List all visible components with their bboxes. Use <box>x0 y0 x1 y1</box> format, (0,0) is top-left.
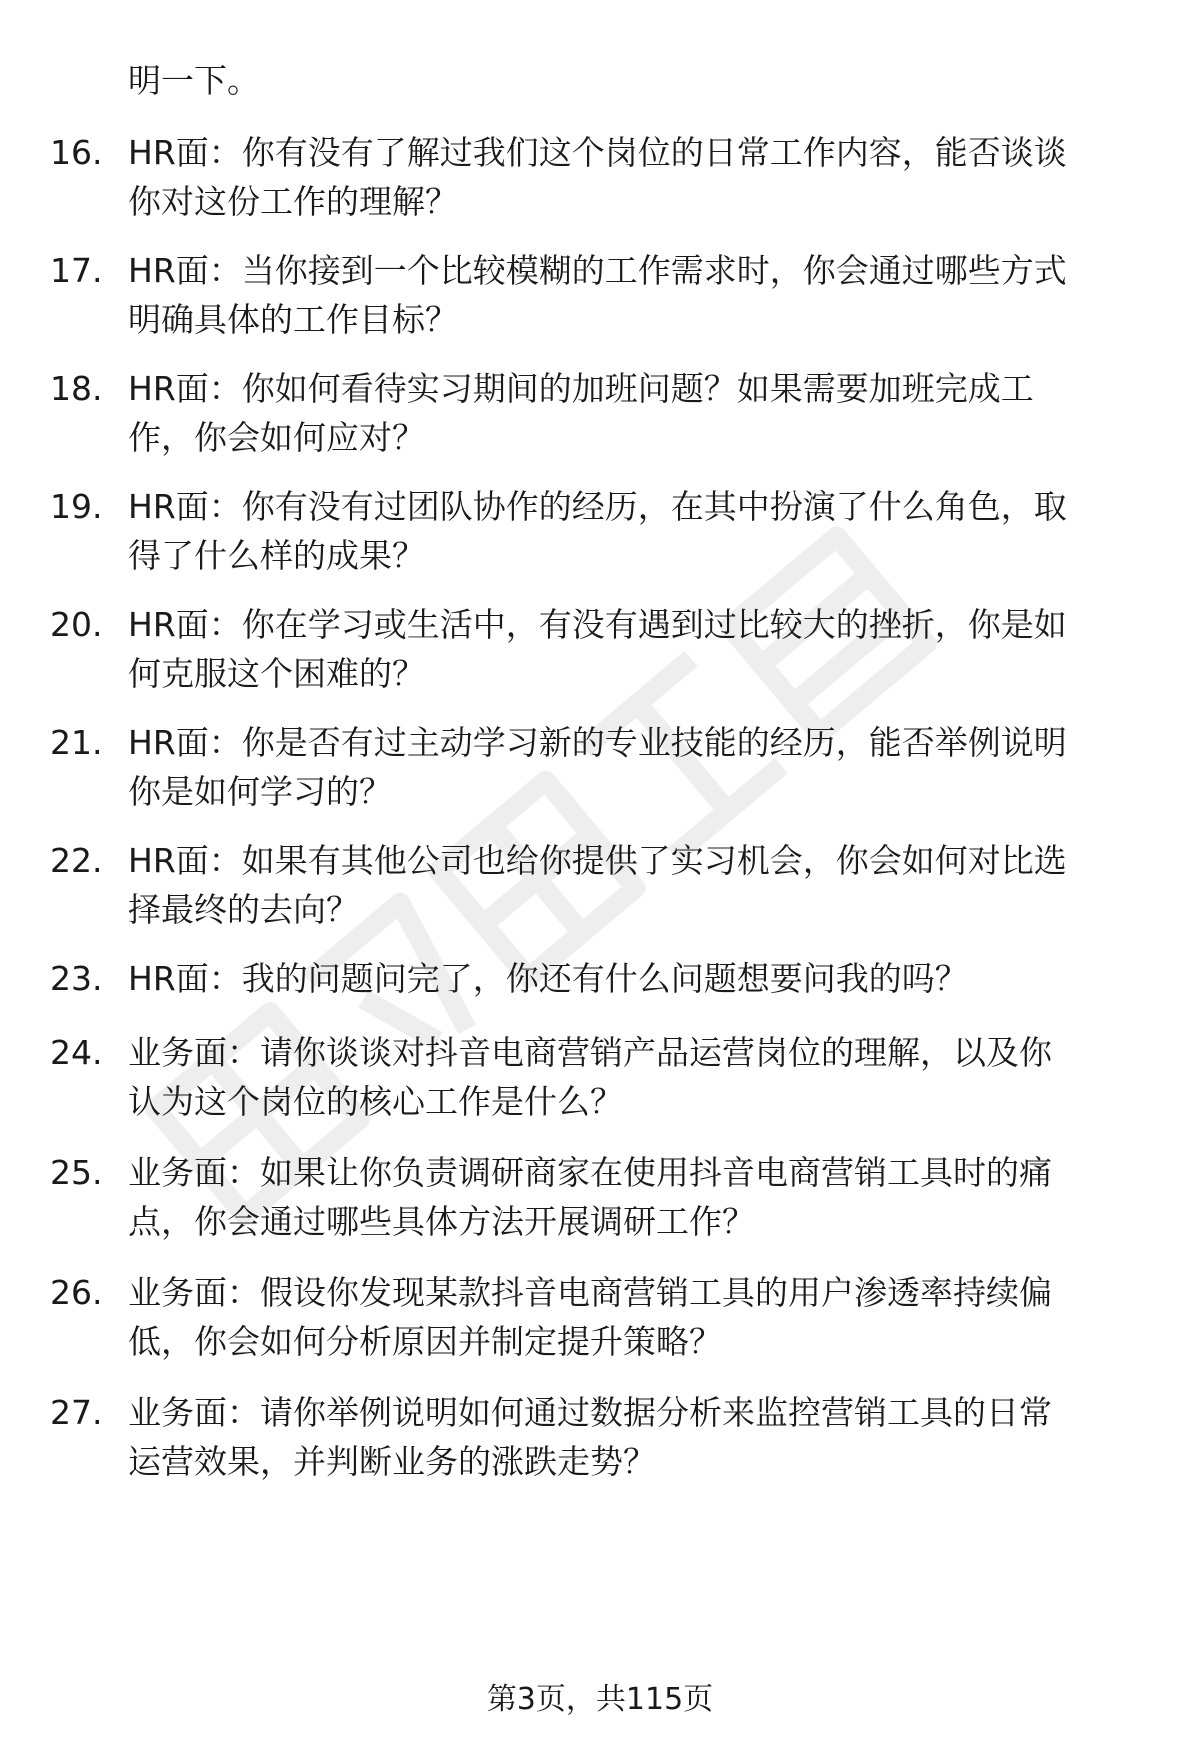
question-text-line: HR面：你是否有过主动学习新的专业技能的经历，能否举例说明 <box>128 723 1067 762</box>
question-number: 23. <box>50 959 103 998</box>
question-text-line: 业务面：请你举例说明如何通过数据分析来监控营销工具的日常 <box>128 1393 1052 1432</box>
continuation-text: 明一下。 <box>128 61 260 100</box>
question-number: 18. <box>50 369 103 408</box>
page-footer: 第3页，共115页 <box>486 1682 714 1717</box>
question-text-line: HR面：如果有其他公司也给你提供了实习机会，你会如何对比选 <box>128 841 1067 880</box>
question-text-line: 择最终的去向？ <box>128 890 359 929</box>
question-text-line: HR面：你在学习或生活中，有没有遇到过比较大的挫折，你是如 <box>128 605 1067 644</box>
question-text-line: 业务面：假设你发现某款抖音电商营销工具的用户渗透率持续偏 <box>128 1273 1052 1312</box>
question-text-line: 低，你会如何分析原因并制定提升策略？ <box>128 1322 722 1361</box>
question-number: 22. <box>50 841 103 880</box>
question-number: 20. <box>50 605 103 644</box>
question-number: 26. <box>50 1273 103 1312</box>
question-text-line: HR面：当你接到一个比较模糊的工作需求时，你会通过哪些方式 <box>128 251 1067 290</box>
question-text-line: 点，你会通过哪些具体方法开展调研工作？ <box>128 1202 755 1241</box>
question-number: 27. <box>50 1393 103 1432</box>
question-number: 24. <box>50 1033 103 1072</box>
question-number: 19. <box>50 487 103 526</box>
question-number: 21. <box>50 723 103 762</box>
question-number: 17. <box>50 251 103 290</box>
question-text-line: HR面：你有没有过团队协作的经历，在其中扮演了什么角色，取 <box>128 487 1067 526</box>
question-text-line: HR面：你如何看待实习期间的加班问题？如果需要加班完成工 <box>128 369 1034 408</box>
question-text-line: 你对这份工作的理解？ <box>128 182 458 221</box>
question-text-line: HR面：你有没有了解过我们这个岗位的日常工作内容，能否谈谈 <box>128 133 1067 172</box>
question-text-line: 业务面：请你谈谈对抖音电商营销产品运营岗位的理解，以及你 <box>128 1033 1052 1072</box>
question-text-line: 认为这个岗位的核心工作是什么？ <box>128 1082 623 1121</box>
question-text-line: HR面：我的问题问完了，你还有什么问题想要问我的吗？ <box>128 959 968 998</box>
question-text-line: 作，你会如何应对？ <box>128 418 425 457</box>
question-text-line: 运营效果，并判断业务的涨跌走势？ <box>128 1442 656 1481</box>
question-text-line: 业务面：如果让你负责调研商家在使用抖音电商营销工具时的痛 <box>128 1153 1052 1192</box>
question-number: 25. <box>50 1153 103 1192</box>
question-number: 16. <box>50 133 103 172</box>
question-text-line: 得了什么样的成果？ <box>128 536 425 575</box>
question-text-line: 你是如何学习的？ <box>128 772 392 811</box>
question-text-line: 明确具体的工作目标？ <box>128 300 458 339</box>
question-text-line: 何克服这个困难的？ <box>128 654 425 693</box>
